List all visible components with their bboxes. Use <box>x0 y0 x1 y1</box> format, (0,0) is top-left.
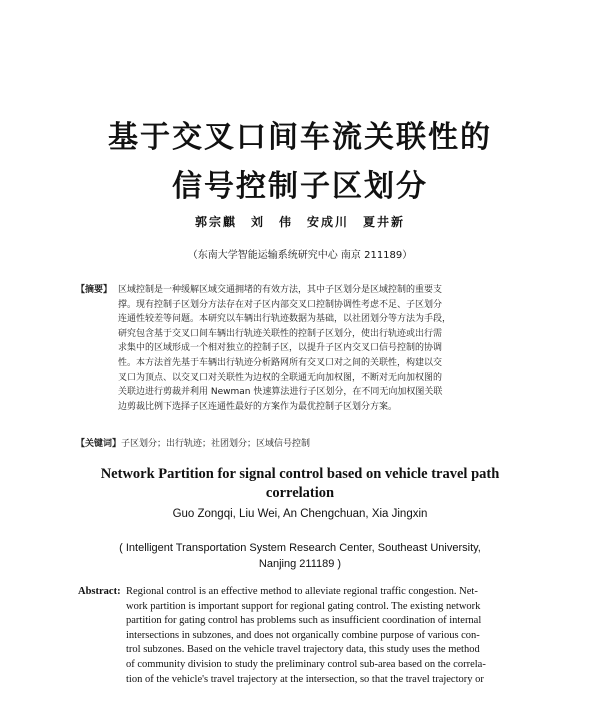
chinese-abstract-line: 叉口为顶点、以交叉口对关联性为边权的全联通无向加权图，不断对无向加权图的 <box>118 372 443 383</box>
chinese-abstract-line: 连通性较差等问题。本研究以车辆出行轨迹数据为基础，以社团划分等方法为手段， <box>118 314 452 325</box>
english-affiliation-line-2: Nanjing 211189 ) <box>258 558 342 570</box>
chinese-abstract-line: 研究包含基于交叉口间车辆出行轨迹关联性的控制子区划分，使出行轨迹或出行需 <box>118 328 443 339</box>
chinese-title-line-2: 信号控制子区划分 <box>172 169 428 204</box>
english-abstract-line: trol subzones. Based on the vehicle travel trajectory data, this study uses the method <box>126 644 480 656</box>
chinese-keywords <box>76 436 532 449</box>
english-abstract-line: of community division to study the preliminary control sub-area based on the correla- <box>126 659 486 670</box>
english-abstract-label: Abstract: <box>78 586 121 597</box>
chinese-keywords-label: 【关键词】 <box>76 439 122 449</box>
chinese-abstract-line: 性。本方法首先基于车辆出行轨迹分析路网所有交叉口对之间的关联性，构建以交 <box>118 358 443 368</box>
chinese-affiliation: （东南大学智能运输系统研究中心 南京 211189） <box>187 250 413 261</box>
chinese-abstract-line: 关联边进行剪裁并利用 Newman 快速算法进行子区划分，在不同无向加权图关联 <box>118 387 443 398</box>
chinese-authors: 郭宗麒 刘 伟 安成川 夏井新 <box>194 215 405 229</box>
english-abstract-line: intersections in subzones, and does not organically combine purpose of various con- <box>126 629 480 641</box>
chinese-abstract-line: 求集中的区域形成一个相对独立的控制子区，以提升子区内交叉口信号控制的协调 <box>118 343 443 354</box>
chinese-abstract-line: 撑。现有控制子区划分方法存在对子区内部交叉口控制协调性考虑不足、子区划分 <box>118 299 443 310</box>
english-affiliation-line-1: ( Intelligent Transportation System Research Center, Southeast University, <box>119 542 481 554</box>
english-abstract-line: Regional control is an effective method to alleviate regional traffic congestion. Net- <box>126 586 478 597</box>
english-abstract-line: tion of the vehicle's travel trajectory at the intersection, so that the travel trajectory or <box>126 673 484 685</box>
english-abstract-line: work partition is important support for regional gating control. The existing network <box>126 600 481 612</box>
english-title-line-2: correlation <box>265 485 335 501</box>
chinese-abstract-label: 【摘要】 <box>76 285 113 295</box>
english-title-line-1: Network Partition for signal control based on vehicle travel path <box>100 466 500 482</box>
chinese-title-line-1: 基于交叉口间车流关联性的 <box>108 120 492 155</box>
english-abstract-line: partition for gating control has problems such as insufficient coordination of internal <box>126 615 482 627</box>
chinese-abstract-line: 边剪裁比例下选择子区连通性最好的方案作为最优控制子区划分方案。 <box>118 401 398 412</box>
english-authors: Guo Zongqi, Liu Wei, An Chengchuan, Xia Jingxin <box>172 508 428 520</box>
chinese-keywords-text: 子区划分；出行轨迹；社团划分；区域信号控制 <box>121 439 311 449</box>
chinese-abstract-line: 区域控制是一种缓解区域交通拥堵的有效方法，其中子区划分是区域控制的重要支 <box>118 285 443 295</box>
